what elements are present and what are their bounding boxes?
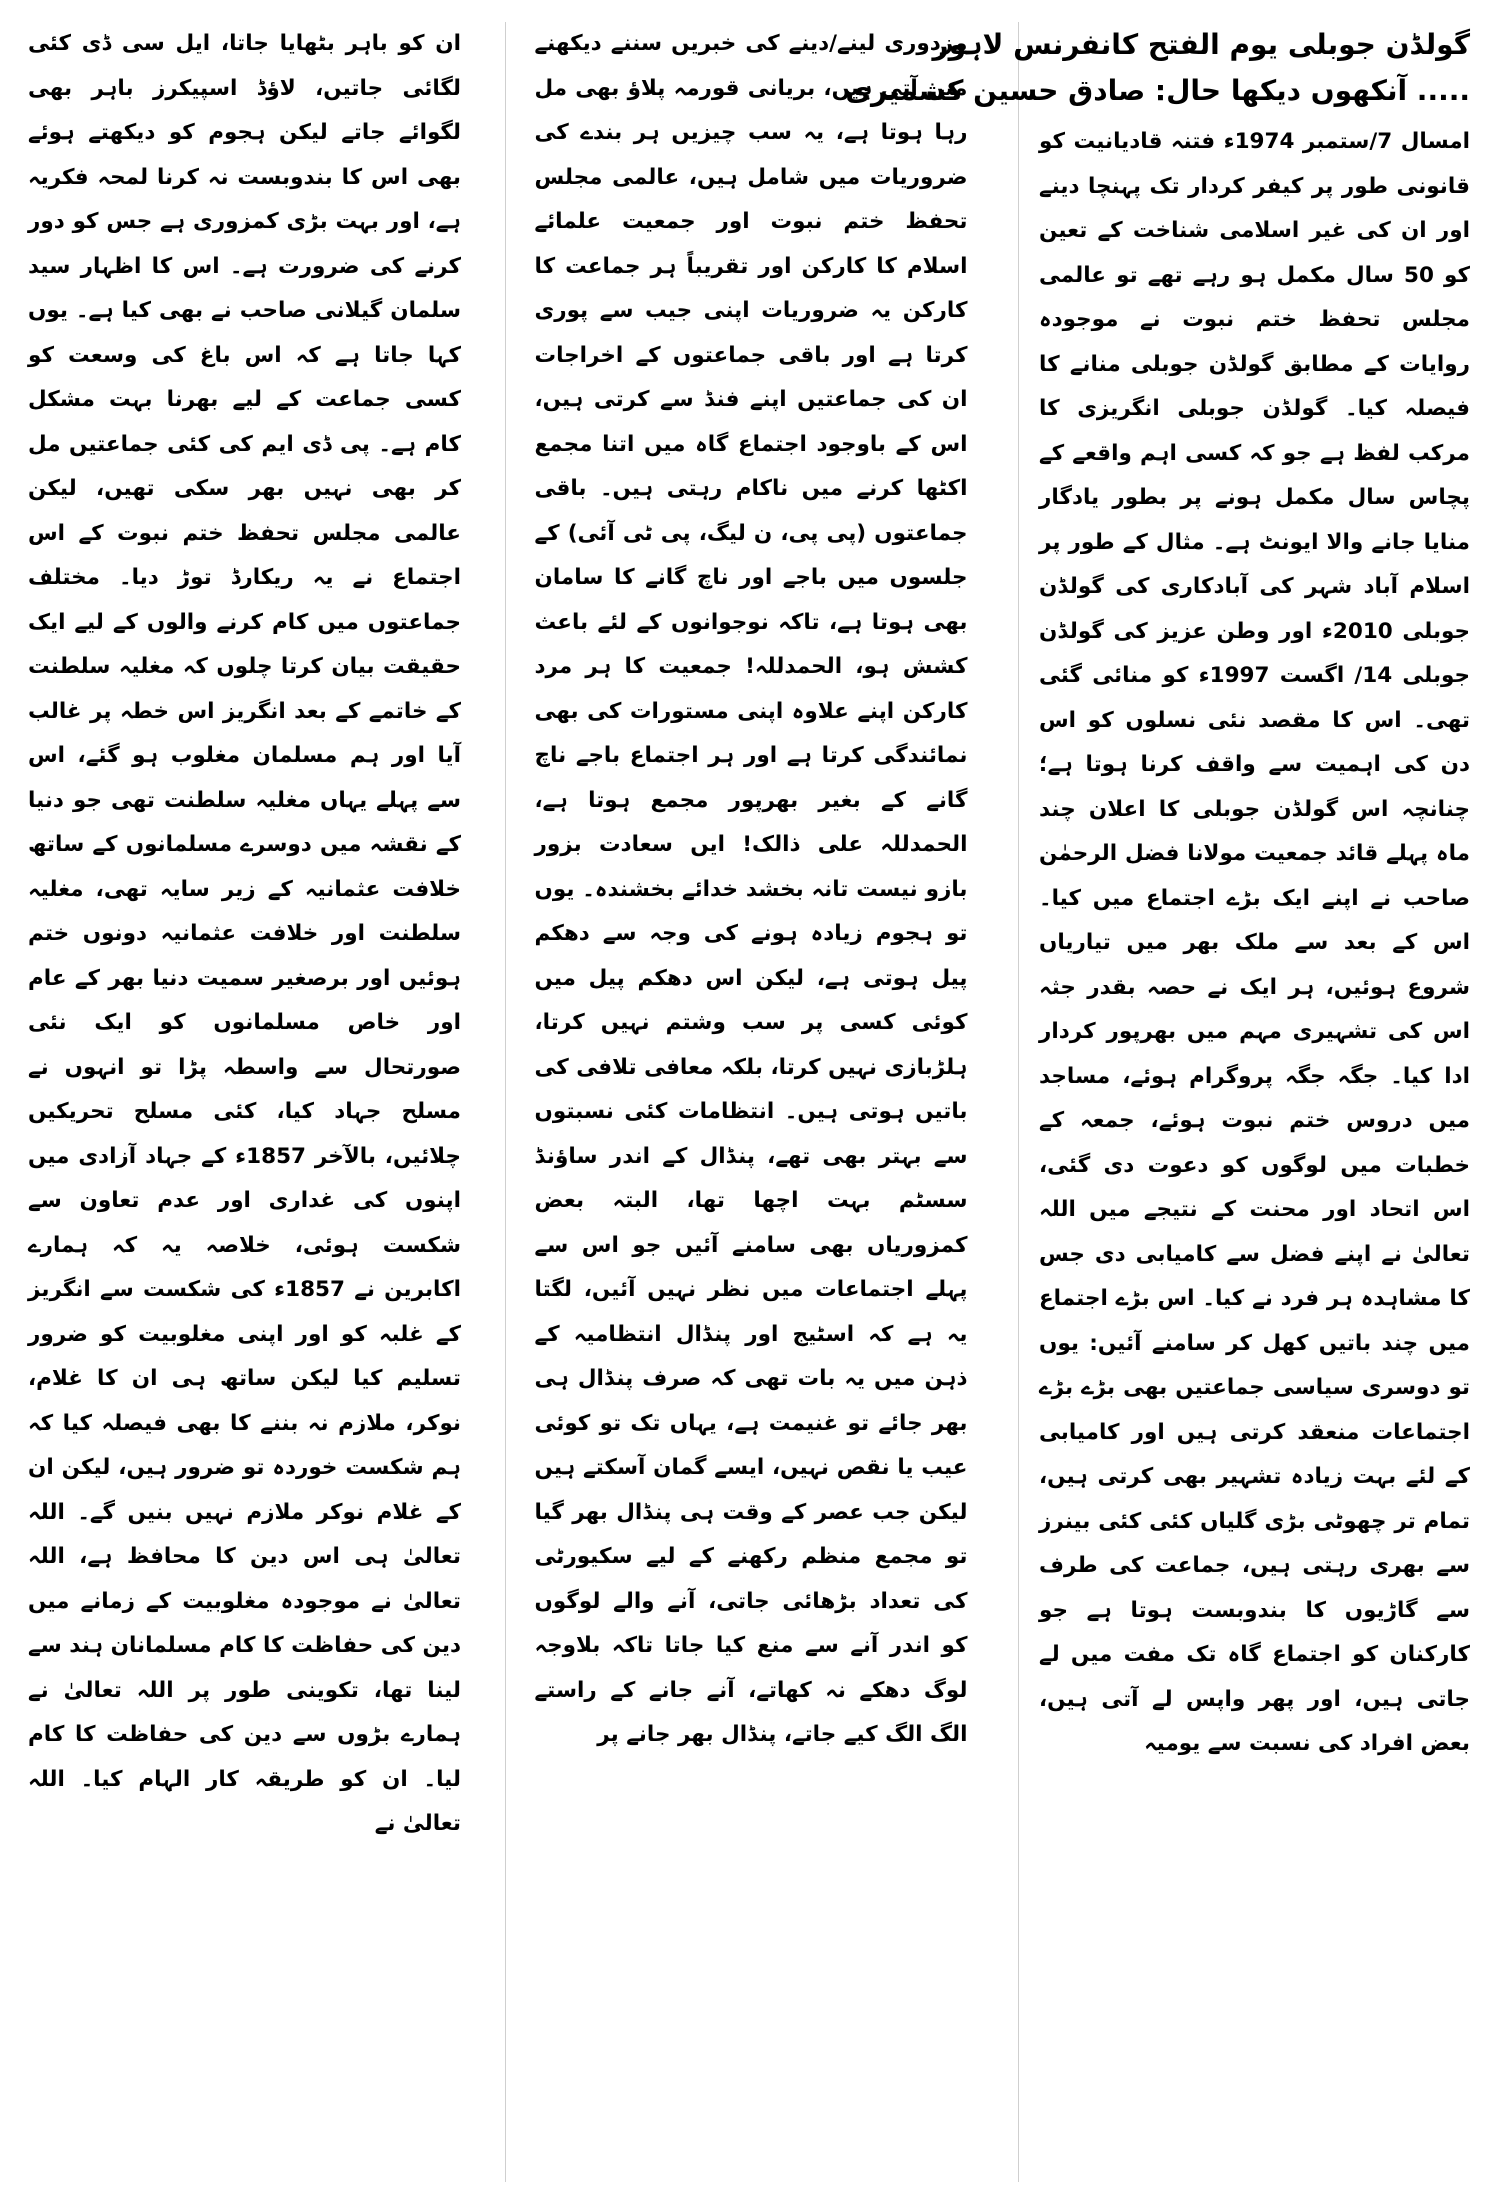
column-left-text: ان کو باہر بٹھایا جاتا، ایل سی ڈی کئی لگائی جاتیں، لاؤڈ اسپیکرز باہر بھی لگوائے جاتے لیکن ہجوم کو دیکھتے ہوئے بھی اس کا بندوبست نہ کرنا لمحہ فکریہ ہے، اور بہت بڑی کمزوری ہے جس کو دور کرنے کی ضرورت ہے۔ اس کا اظہار سید سلمان گیلانی صاحب نے بھی کیا ہے۔ یوں کہا جاتا ہے کہ اس باغ کی وسعت کو کسی جماعت کے لیے بھرنا بہت مشکل کام ہے۔ پی ڈی ایم کی کئی جماعتیں مل کر بھی نہیں بھر سکی تھیں، لیکن عالمی مجلس تحفظ ختم نبوت کے اس اجتماع نے یہ ریکارڈ توڑ دیا۔ مختلف جماعتوں میں کام کرنے والوں کے لیے ایک حقیقت بیان کرتا چلوں کہ مغلیہ سلطنت کے خاتمے کے بعد انگریز اس خطہ پر غالب آیا اور ہم مسلمان مغلوب ہو گئے، اس سے پہلے یہاں مغلیہ سلطنت تھی جو دنیا کے نقشہ میں دوسرے مسلمانوں کے ساتھ خلافت عثمانیہ کے زیر سایہ تھی، مغلیہ سلطنت اور خلافت عثمانیہ دونوں ختم ہوئیں اور برصغیر سمیت دنیا بھر کے عام اور خاص مسلمانوں کو ایک نئی صورتحال سے واسطہ پڑا تو انہوں نے مسلح جہاد کیا، کئی مسلح تحریکیں چلائیں، بالآخر 1857ء کے جہاد آزادی میں اپنوں کی غداری اور عدم تعاون سے شکست ہوئی، خلاصہ یہ کہ ہمارے اکابرین نے 1857ء کی شکست سے انگریز کے غلبہ کو اور اپنی مغلوبیت کو ضرور تسلیم کیا لیکن ساتھ ہی ان کا غلام، نوکر، ملازم نہ بننے کا بھی فیصلہ کیا کہ ہم شکست خوردہ تو ضرور ہیں، لیکن ان کے غلام نوکر ملازم نہیں بنیں گے۔ اللہ تعالیٰ ہی اس دین کا محافظ ہے، اللہ تعالیٰ نے موجودہ مغلوبیت کے زمانے میں دین کی حفاظت کا کام مسلمانان ہند سے لینا تھا، تکوینی طور پر اللہ تعالیٰ نے ہمارے بڑوں سے دین کی حفاظت کا کام لیا۔ ان کو طریقہ کار الہام کیا۔ اللہ تعالیٰ نے (28, 31, 461, 1836)
article-column-middle (529, 22, 974, 2182)
headline-title: گولڈن جوبلی یوم الفتح کانفرنس لاہور (932, 28, 1470, 61)
newspaper-page (22, 22, 1480, 2182)
column-middle-text: مزدوری لینے/دینے کی خبریں سننے دیکھنے میں آتی ہیں، بریانی قورمہ پلاؤ بھی مل رہا ہوتا ہے، یہ سب چیزیں ہر بندے کی ضروریات میں شامل ہیں، عالمی مجلس تحفظ ختم نبوت اور جمعیت علمائے اسلام کا کارکن اور تقریباً ہر جماعت کا کارکن یہ ضروریات اپنی جیب سے پوری کرتا ہے اور باقی جماعتوں کے اخراجات ان کی جماعتیں اپنے فنڈ سے کرتی ہیں، اس کے باوجود اجتماع گاہ میں اتنا مجمع اکٹھا کرنے میں ناکام رہتی ہیں۔ باقی جماعتوں (پی پی، ن لیگ، پی ٹی آئی) کے جلسوں میں باجے اور ناچ گانے کا سامان بھی ہوتا ہے، تاکہ نوجوانوں کے لئے باعث کشش ہو، الحمدللہ! جمعیت کا ہر مرد کارکن اپنے علاوہ اپنی مستورات کی بھی نمائندگی کرتا ہے اور ہر اجتماع باجے ناچ گانے کے بغیر بھرپور مجمع ہوتا ہے، الحمدللہ علی ذالک! ایں سعادت بزور بازو نیست تانہ بخشد خدائے بخشندہ۔ یوں تو ہجوم زیادہ ہونے کی وجہ سے دھکم پیل ہوتی ہے، لیکن اس دھکم پیل میں کوئی کسی پر سب وشتم نہیں کرتا، ہلڑبازی نہیں کرتا، بلکہ معافی تلافی کی باتیں ہوتی ہیں۔ انتظامات کئی نسبتوں سے بہتر بھی تھے، پنڈال کے اندر ساؤنڈ سسٹم بہت اچھا تھا، البتہ بعض کمزوریاں بھی سامنے آئیں جو اس سے پہلے اجتماعات میں نظر نہیں آئیں، لگتا یہ ہے کہ اسٹیج اور پنڈال انتظامیہ کے ذہن میں یہ بات تھی کہ صرف پنڈال ہی بھر جائے تو غنیمت ہے، یہاں تک تو کوئی عیب یا نقص نہیں، ایسے گمان آسکتے ہیں لیکن جب عصر کے وقت ہی پنڈال بھر گیا تو مجمع منظم رکھنے کے لیے سکیورٹی کی تعداد بڑھائی جاتی، آنے والے لوگوں کو اندر آنے سے منع کیا جاتا تاکہ بلاوجہ لوگ دھکے نہ کھاتے، آنے جانے کے راستے الگ الگ کیے جاتے، پنڈال بھر جانے پر (534, 31, 968, 1747)
article-headline (845, 22, 1470, 114)
article-column-right (845, 22, 1480, 2182)
column-right-text: امسال 7/ستمبر 1974ء فتنہ قادیانیت کو قانونی طور پر کیفر کردار تک پہنچا دینے اور ان کی غیر اسلامی شناخت کے تعین کو 50 سال مکمل ہو رہے تھے تو عالمی مجلس تحفظ ختم نبوت نے موجودہ روایات کے مطابق گولڈن جوبلی منانے کا فیصلہ کیا۔ گولڈن جوبلی انگریزی کا مرکب لفظ ہے جو کہ کسی اہم واقعے کے پچاس سال مکمل ہونے پر بطور یادگار منایا جانے والا ایونٹ ہے۔ مثال کے طور پر اسلام آباد شہر کی آبادکاری کی گولڈن جوبلی 2010ء اور وطن عزیز کی گولڈن جوبلی 14/ اگست 1997ء کو منائی گئی تھی۔ اس کا مقصد نئی نسلوں کو اس دن کی اہمیت سے واقف کرنا ہوتا ہے؛ چنانچہ اس گولڈن جوبلی کا اعلان چند ماہ پہلے قائد جمعیت مولانا فضل الرحمٰن صاحب نے اپنے ایک بڑے اجتماع میں کیا۔ اس کے بعد سے ملک بھر میں تیاریاں شروع ہوئیں، ہر ایک نے حصہ بقدر جثہ اس کی تشہیری مہم میں بھرپور کردار ادا کیا۔ جگہ جگہ پروگرام ہوئے، مساجد میں دروس ختم نبوت ہوئے، جمعہ کے خطبات میں لوگوں کو دعوت دی گئی، اس اتحاد اور محنت کے نتیجے میں اللہ تعالیٰ نے اپنے فضل سے کامیابی دی جس کا مشاہدہ ہر فرد نے کیا۔ اس بڑے اجتماع میں چند باتیں کھل کر سامنے آئیں: یوں تو دوسری سیاسی جماعتیں بھی بڑے بڑے اجتماعات منعقد کرتی ہیں اور کامیابی کے لئے بہت زیادہ تشہیر بھی کرتی ہیں، تمام تر چھوٹی بڑی گلیاں کئی کئی بینرز سے بھری رہتی ہیں، جماعت کی طرف سے گاڑیوں کا بندوبست ہوتا ہے جو کارکنان کو اجتماع گاہ تک مفت میں لے جاتی ہیں، اور پھر واپس لے آتی ہیں، بعض افراد کی نسبت سے یومیہ (1039, 129, 1471, 1756)
article-column-left (22, 22, 467, 2182)
headline-byline: ..... آنکھوں دیکھا حال: صادق حسین کشمیری (845, 74, 1470, 107)
